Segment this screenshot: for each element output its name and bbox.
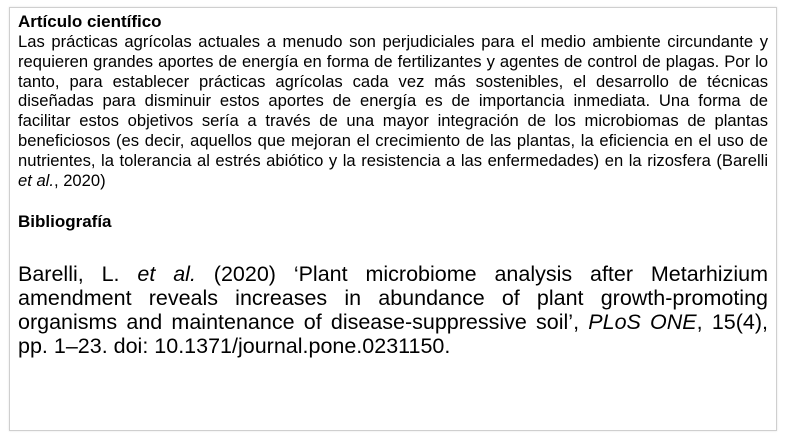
ref-tail: , 15(4), pp. 1–23. doi: 10.1371/journal.pone.0231150. <box>18 310 768 359</box>
article-body-end: , 2020) <box>53 170 106 190</box>
document-content <box>18 12 768 358</box>
article-body-etal: et al. <box>18 170 54 190</box>
ref-etal: et al. <box>137 262 196 287</box>
article-body-main: Las prácticas agrícolas actuales a menudo son perjudiciales para el medio ambiente circundante y requieren grandes aportes de energía en forma de fertilizantes y agentes de control de plagas. Por lo tanto, para establecer prácticas agrícolas cada vez más sostenibles, el desarrollo de técnicas diseñadas para disminuir estos aportes de energía es de importancia inmediata. Una forma de facilitar estos objetivos sería a través de una mayor integración de los microbiomas de plantas beneficiosos (es decir, aquellos que mejoran el crecimiento de las plantas, la eficiencia en el uso de nutrientes, la tolerancia al estrés abiótico y la resistencia a las enfermedades) en la rizosfera (Barelli <box>18 32 768 170</box>
ref-journal: PLoS ONE <box>588 310 697 335</box>
article-heading: Artículo científico <box>18 12 162 31</box>
bibliography-heading: Bibliografía <box>18 212 112 232</box>
spacer <box>18 190 768 212</box>
spacer <box>18 232 768 262</box>
ref-author: Barelli, L. <box>18 262 138 287</box>
ref-title: (2020) ‘Plant microbiome analysis after Metarhizium amendment reveals increases in abundance of plant growth-promoting organisms and maintenance of disease-suppressive soil’, <box>18 262 768 335</box>
article-body <box>18 32 768 190</box>
bibliography-reference <box>18 262 768 358</box>
